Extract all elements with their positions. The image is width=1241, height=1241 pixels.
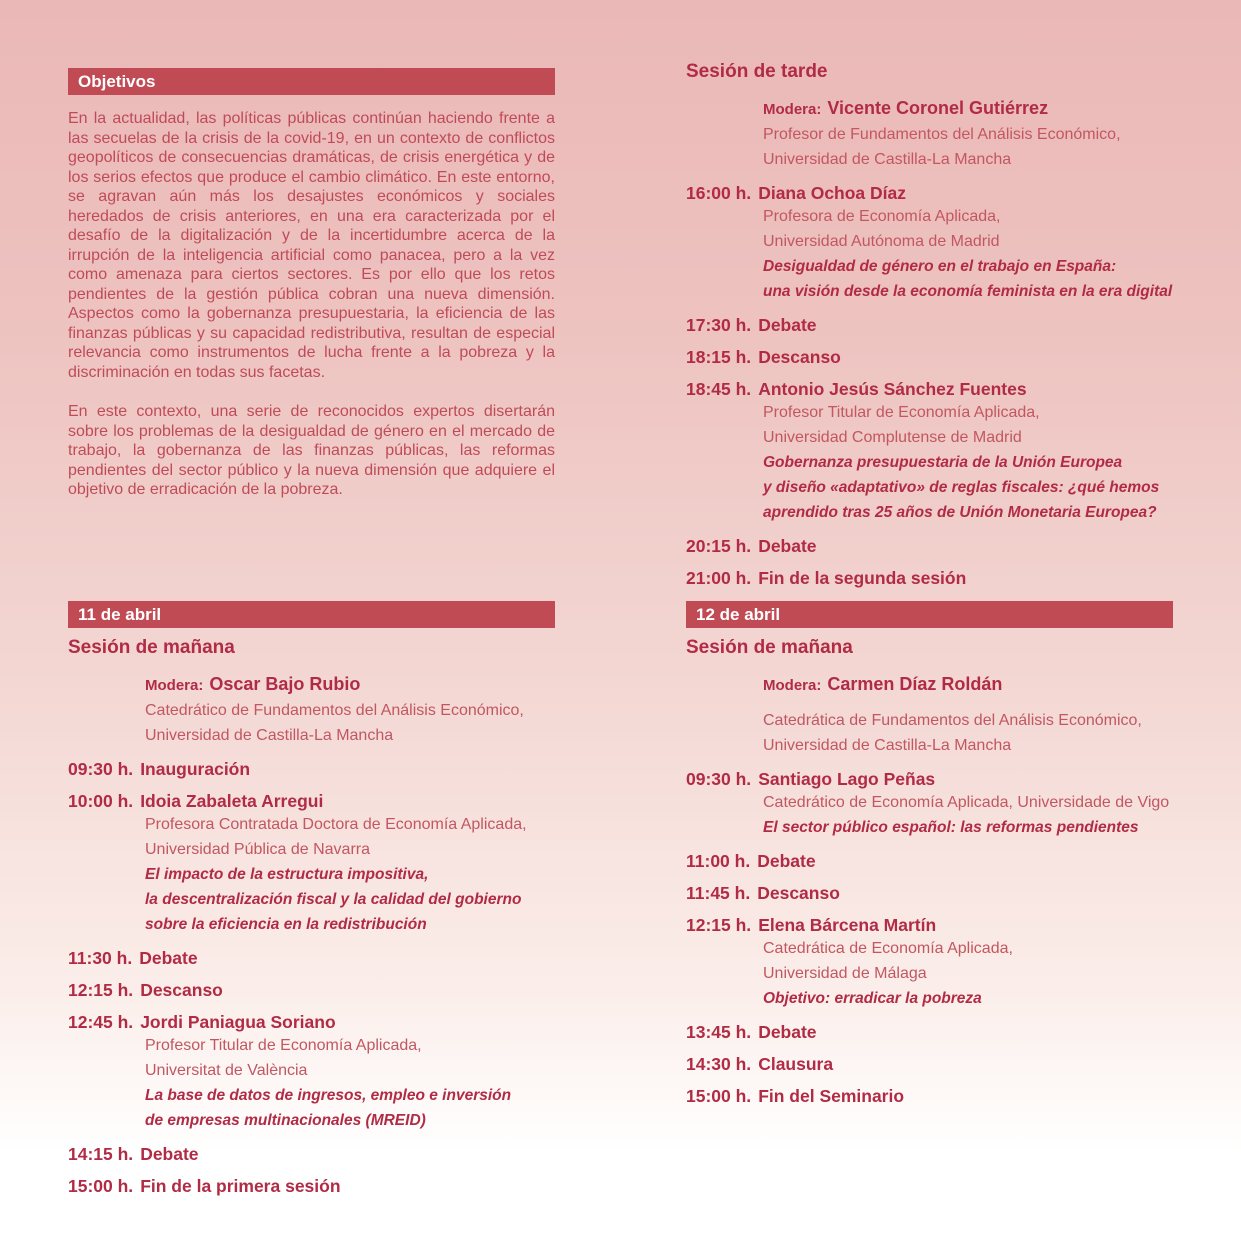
text-line: En este contexto, una serie de reconocidos expertos disertarán sobre los problemas de la desigualdad de género en el mercado de trabajo, la gobernanza de las finanzas públicas, las reformas pendientes del sector público y la nueva dimensión que adquiere el objetivo de erradicación de la pobreza. — [68, 403, 555, 498]
schedule-time: 16:00 h. — [686, 183, 752, 203]
schedule-title: Debate — [758, 1022, 817, 1042]
text-line: Profesora de Economía Aplicada, — [763, 208, 1001, 225]
schedule-item-heading — [68, 758, 555, 780]
text-line: Catedrática de Economía Aplicada, — [763, 940, 1013, 957]
moderator-label: Modera: — [145, 677, 204, 694]
schedule-item-heading — [686, 378, 1173, 400]
schedule-item-heading — [686, 346, 1173, 368]
text-line: la descentralización fiscal y la calidad del gobierno — [145, 891, 522, 908]
schedule-item — [686, 567, 1173, 589]
text-line: Catedrática de Fundamentos del Análisis Económico, — [763, 712, 1142, 729]
schedule-time: 10:00 h. — [68, 791, 134, 811]
schedule-title: Santiago Lago Peñas — [758, 769, 936, 789]
text-line: El impacto de la estructura impositiva, — [145, 866, 429, 883]
talk-topic — [68, 862, 555, 937]
schedule-title: Idoia Zabaleta Arregui — [140, 791, 324, 811]
schedule-title: Elena Bárcena Martín — [758, 915, 937, 935]
schedule-time: 14:30 h. — [686, 1054, 752, 1074]
moderator-line — [686, 672, 1173, 698]
schedule-title: Descanso — [758, 347, 841, 367]
schedule-item — [686, 314, 1173, 336]
day-11-april-section — [68, 601, 555, 1197]
text-line: Profesor Titular de Economía Aplicada, — [763, 404, 1040, 421]
schedule-item — [686, 768, 1173, 840]
text-line: Gobernanza presupuestaria de la Unión Europea — [763, 454, 1123, 471]
schedule-title: Fin de la primera sesión — [140, 1176, 341, 1196]
schedule-list-morning-12 — [686, 768, 1173, 1107]
moderator-name: Oscar Bajo Rubio — [209, 674, 361, 694]
text-line: Universidad de Castilla-La Mancha — [763, 737, 1012, 754]
schedule-item — [686, 1021, 1173, 1043]
schedule-item — [686, 882, 1173, 904]
schedule-item-heading — [68, 1011, 555, 1033]
text-line: El sector público español: las reformas pendientes — [763, 819, 1139, 836]
schedule-time: 18:15 h. — [686, 347, 752, 367]
speaker-details — [686, 204, 1173, 254]
schedule-title: Antonio Jesús Sánchez Fuentes — [758, 379, 1027, 399]
day-12-april-section — [686, 601, 1173, 1107]
moderator-details — [686, 708, 1173, 758]
schedule-time: 11:30 h. — [68, 948, 133, 968]
schedule-item — [68, 1175, 555, 1197]
schedule-time: 12:15 h. — [686, 915, 752, 935]
schedule-time: 11:00 h. — [686, 851, 751, 871]
moderator-details — [68, 698, 555, 748]
schedule-item — [68, 790, 555, 937]
talk-topic — [686, 254, 1173, 304]
schedule-item — [68, 758, 555, 780]
moderator-block — [68, 672, 555, 748]
schedule-title: Debate — [139, 948, 198, 968]
moderator-details — [686, 122, 1173, 172]
text-line: Profesora Contratada Doctora de Economía Aplicada, — [145, 816, 527, 833]
schedule-item-heading — [686, 882, 1173, 904]
schedule-item — [68, 1011, 555, 1133]
text-line: Universidad Autónoma de Madrid — [763, 233, 1000, 250]
speaker-details — [686, 936, 1173, 986]
schedule-item-heading — [686, 1021, 1173, 1043]
schedule-item — [686, 378, 1173, 525]
schedule-title: Fin del Seminario — [758, 1086, 905, 1106]
text-line: Profesor de Fundamentos del Análisis Económico, — [763, 126, 1121, 143]
schedule-item — [686, 346, 1173, 368]
schedule-item — [68, 947, 555, 969]
text-line: Universidad de Castilla-La Mancha — [763, 151, 1012, 168]
schedule-title: Inauguración — [140, 759, 251, 779]
text-line: sobre la eficiencia en la redistribución — [145, 916, 427, 933]
text-line: aprendido tras 25 años de Unión Monetaria Europea? — [763, 504, 1157, 521]
schedule-time: 17:30 h. — [686, 315, 752, 335]
text-line: Objetivo: erradicar la pobreza — [763, 990, 982, 1007]
schedule-time: 15:00 h. — [686, 1086, 752, 1106]
moderator-name: Vicente Coronel Gutiérrez — [827, 98, 1049, 118]
text-line: Universitat de València — [145, 1062, 308, 1079]
objetivos-title: Objetivos — [78, 72, 156, 91]
text-line: Profesor Titular de Economía Aplicada, — [145, 1037, 422, 1054]
moderator-label: Modera: — [763, 677, 822, 694]
schedule-item — [686, 914, 1173, 1011]
talk-topic — [68, 1083, 555, 1133]
text-line: En la actualidad, las políticas públicas continúan haciendo frente a las secuelas de la crisis de la covid-19, en un contexto de conflictos geopolíticos de consecuencias dramáticas, de crisis energética y de los serios efectos que produce el cambio climático. En este entorno, se agravan aún más los desajustes económicos y sociales heredados de crisis anteriores, en una era caracterizada por el desafío de la digitalización y de la incertidumbre acerca de la irrupción de la inteligencia artificial como panacea, pero a la vez como amenaza para ciertos sectores. Es por ello que los retos pendientes de la gestión pública cobran una nueva dimensión. Aspectos como la gobernanza presupuestaria, la eficiencia de las finanzas públicas y su capacidad redistributiva, resultan de especial relevancia como instrumentos de lucha frente a la pobreza y la discriminación en todas sus facetas. — [68, 110, 555, 381]
schedule-item — [686, 535, 1173, 557]
schedule-time: 13:45 h. — [686, 1022, 752, 1042]
session-heading-morning-11: Sesión de mañana — [68, 637, 235, 658]
schedule-title: Fin de la segunda sesión — [758, 568, 967, 588]
schedule-item-heading — [686, 535, 1173, 557]
schedule-item — [686, 1085, 1173, 1107]
date-title: 11 de abril — [78, 605, 162, 624]
schedule-title: Debate — [758, 315, 817, 335]
moderator-line — [686, 96, 1173, 122]
schedule-item-heading — [68, 979, 555, 1001]
schedule-time: 09:30 h. — [68, 759, 134, 779]
schedule-item-heading — [686, 914, 1173, 936]
schedule-item — [686, 182, 1173, 304]
text-line: Catedrático de Economía Aplicada, Universidade de Vigo — [763, 794, 1170, 811]
schedule-time: 20:15 h. — [686, 536, 752, 556]
schedule-item — [68, 979, 555, 1001]
text-line: de empresas multinacionales (MREID) — [145, 1112, 426, 1129]
moderator-line — [68, 672, 555, 698]
schedule-item-heading — [68, 1143, 555, 1165]
schedule-title: Jordi Paniagua Soriano — [140, 1012, 336, 1032]
speaker-details — [68, 812, 555, 862]
text-line: Catedrático de Fundamentos del Análisis Económico, — [145, 702, 524, 719]
schedule-item-heading — [686, 1053, 1173, 1075]
schedule-list-morning-11 — [68, 758, 555, 1197]
text-line: La base de datos de ingresos, empleo e inversión — [145, 1087, 512, 1104]
speaker-details — [68, 1033, 555, 1083]
schedule-item-heading — [68, 1175, 555, 1197]
schedule-time: 14:15 h. — [68, 1144, 134, 1164]
moderator-block — [686, 672, 1173, 758]
speaker-details — [686, 400, 1173, 450]
objetivos-paragraphs — [68, 109, 555, 500]
text-line: Universidad Complutense de Madrid — [763, 429, 1022, 446]
schedule-time: 09:30 h. — [686, 769, 752, 789]
schedule-item-heading — [686, 768, 1173, 790]
date-header-bar-12-april — [686, 601, 1173, 628]
text-line: Universidad de Málaga — [763, 965, 927, 982]
text-line: Universidad Pública de Navarra — [145, 841, 370, 858]
moderator-block — [686, 96, 1173, 172]
schedule-time: 18:45 h. — [686, 379, 752, 399]
date-title: 12 de abril — [696, 605, 781, 624]
schedule-time: 12:45 h. — [68, 1012, 134, 1032]
schedule-item-heading — [68, 790, 555, 812]
moderator-name: Carmen Díaz Roldán — [827, 674, 1003, 694]
schedule-item-heading — [686, 567, 1173, 589]
schedule-item — [686, 850, 1173, 872]
schedule-title: Debate — [140, 1144, 199, 1164]
schedule-list-afternoon — [686, 182, 1173, 589]
afternoon-session-section — [686, 60, 1173, 589]
schedule-title: Descanso — [757, 883, 840, 903]
schedule-time: 21:00 h. — [686, 568, 752, 588]
date-header-bar-11-april — [68, 601, 555, 628]
schedule-title: Clausura — [758, 1054, 834, 1074]
talk-topic — [686, 450, 1173, 525]
schedule-title: Diana Ochoa Díaz — [758, 183, 907, 203]
schedule-title: Debate — [757, 851, 816, 871]
schedule-item — [68, 1143, 555, 1165]
text-line: Universidad de Castilla-La Mancha — [145, 727, 394, 744]
objetivos-section — [68, 68, 555, 500]
talk-topic — [686, 986, 1173, 1011]
schedule-time: 11:45 h. — [686, 883, 751, 903]
session-heading-afternoon: Sesión de tarde — [686, 61, 828, 82]
text-line: y diseño «adaptativo» de reglas fiscales: ¿qué hemos — [763, 479, 1160, 496]
session-heading-morning-12: Sesión de mañana — [686, 637, 853, 658]
schedule-title: Descanso — [140, 980, 223, 1000]
speaker-details — [686, 790, 1173, 815]
text-line: Desigualdad de género en el trabajo en España: — [763, 258, 1117, 275]
schedule-time: 15:00 h. — [68, 1176, 134, 1196]
schedule-item — [686, 1053, 1173, 1075]
objetivos-header-bar — [68, 68, 555, 95]
schedule-item-heading — [68, 947, 555, 969]
schedule-item-heading — [686, 182, 1173, 204]
talk-topic — [686, 815, 1173, 840]
text-line: una visión desde la economía feminista en la era digital — [763, 283, 1173, 300]
schedule-time: 12:15 h. — [68, 980, 134, 1000]
schedule-item-heading — [686, 1085, 1173, 1107]
schedule-item-heading — [686, 314, 1173, 336]
schedule-title: Debate — [758, 536, 817, 556]
moderator-label: Modera: — [763, 101, 822, 118]
schedule-item-heading — [686, 850, 1173, 872]
